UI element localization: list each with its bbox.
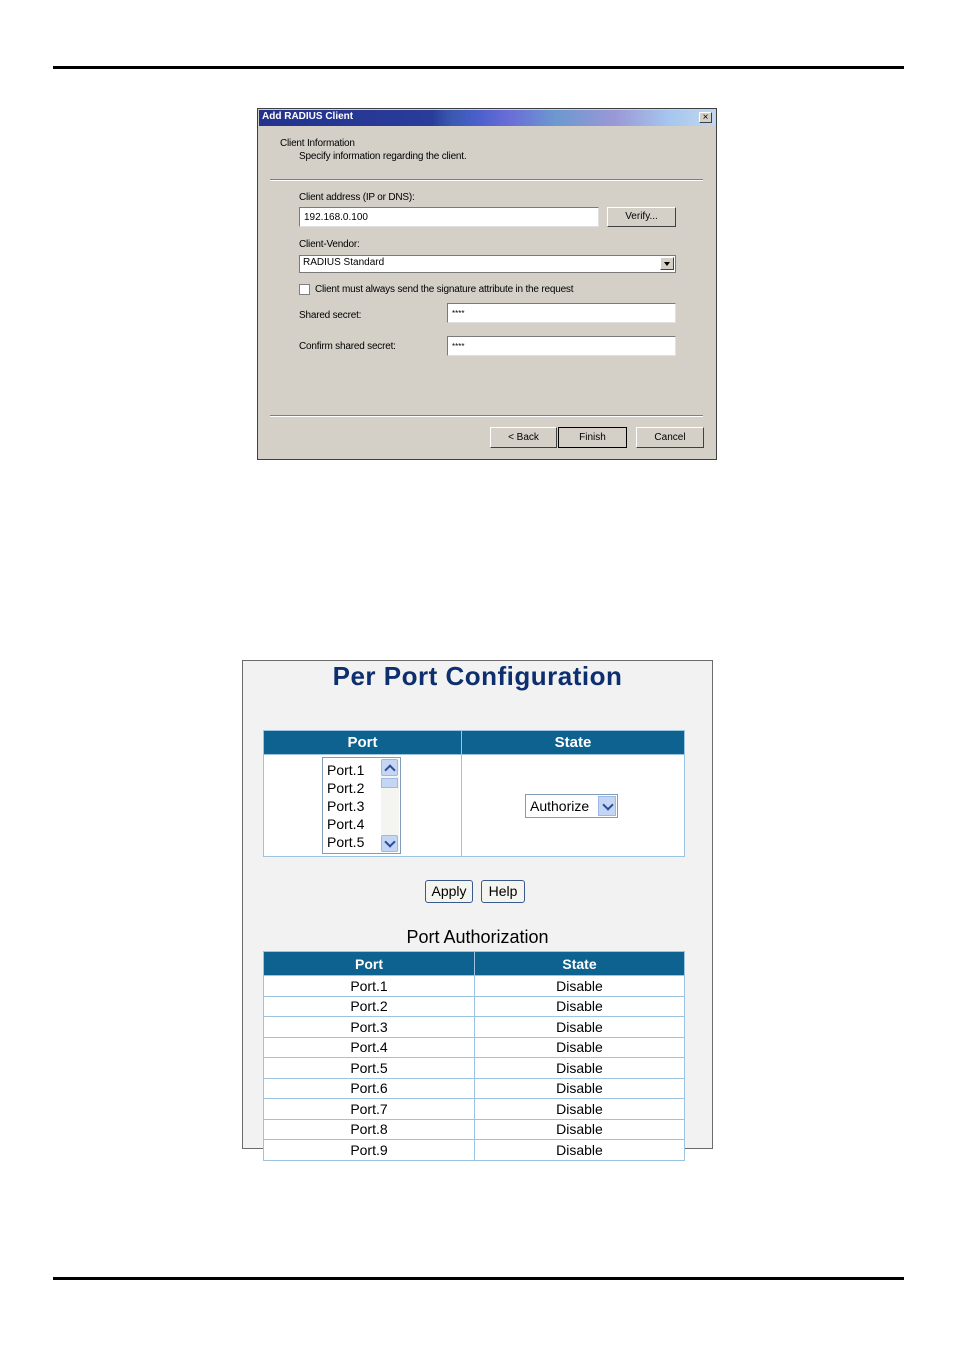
confirm-secret-input[interactable] — [447, 336, 676, 356]
auth-state-header: State — [475, 952, 685, 976]
table-row — [264, 1099, 685, 1120]
auth-state-cell: Disable — [475, 1099, 685, 1120]
auth-state-cell: Disable — [475, 1058, 685, 1079]
auth-state-cell: Disable — [475, 1017, 685, 1038]
shared-secret-label: Shared secret: — [299, 310, 362, 321]
page-title: Per Port Configuration — [332, 661, 623, 691]
scroll-thumb[interactable] — [381, 778, 398, 788]
auth-port-cell: Port.2 — [264, 996, 475, 1017]
dialog-titlebar — [259, 110, 715, 126]
port-authorization-clip — [263, 951, 685, 1158]
scroll-down-button[interactable] — [381, 835, 398, 852]
list-item[interactable]: Port.3 — [327, 798, 365, 814]
client-vendor-value: RADIUS Standard — [303, 257, 385, 268]
auth-state-cell: Disable — [475, 1119, 685, 1140]
top-rule — [53, 66, 904, 69]
list-item[interactable]: Port.4 — [327, 816, 365, 832]
state-select-arrow[interactable] — [598, 796, 616, 816]
list-item[interactable]: Port.2 — [327, 780, 365, 796]
auth-port-cell: Port.5 — [264, 1058, 475, 1079]
auth-port-cell: Port.8 — [264, 1119, 475, 1140]
add-radius-client-dialog — [257, 108, 717, 460]
section-description: Specify information regarding the client. — [299, 151, 467, 162]
close-button[interactable] — [699, 112, 712, 123]
verify-button[interactable]: Verify... — [607, 207, 676, 227]
table-row — [264, 1140, 685, 1161]
table-row — [264, 1078, 685, 1099]
table-row — [264, 976, 685, 997]
config-port-header: Port — [264, 731, 462, 755]
signature-checkbox[interactable] — [299, 284, 310, 295]
header-separator — [270, 179, 703, 181]
bottom-rule — [53, 1277, 904, 1280]
client-address-input[interactable] — [299, 207, 599, 227]
table-row — [264, 1017, 685, 1038]
auth-state-cell: Disable — [475, 976, 685, 997]
port-authorization-title: Port Authorization — [406, 927, 549, 947]
client-vendor-select[interactable] — [299, 255, 676, 273]
port-authorization-table — [263, 951, 685, 1161]
dialog-title: Add RADIUS Client — [262, 111, 354, 122]
config-state-header: State — [462, 731, 685, 755]
finish-button[interactable]: Finish — [558, 427, 627, 448]
auth-port-cell: Port.4 — [264, 1037, 475, 1058]
signature-label: Client must always send the signature attribute in the request — [315, 284, 574, 295]
table-row — [264, 996, 685, 1017]
listbox-scrollbar[interactable] — [381, 759, 399, 852]
port-listbox[interactable] — [322, 757, 401, 854]
list-item[interactable]: Port.1 — [327, 762, 365, 778]
scroll-up-button[interactable] — [381, 759, 398, 776]
auth-port-cell: Port.6 — [264, 1078, 475, 1099]
chevron-up-icon — [384, 764, 395, 775]
auth-state-cell: Disable — [475, 1140, 685, 1161]
confirm-secret-label: Confirm shared secret: — [299, 341, 396, 352]
auth-port-header: Port — [264, 952, 475, 976]
state-select[interactable] — [525, 794, 618, 818]
back-button[interactable]: < Back — [490, 427, 557, 448]
section-heading: Client Information — [280, 138, 355, 149]
auth-state-cell: Disable — [475, 996, 685, 1017]
shared-secret-input[interactable] — [447, 303, 676, 323]
auth-port-cell: Port.3 — [264, 1017, 475, 1038]
help-button[interactable]: Help — [481, 880, 525, 903]
close-icon: × — [702, 112, 709, 123]
auth-port-cell: Port.9 — [264, 1140, 475, 1161]
footer-separator — [270, 415, 703, 417]
state-select-value: Authorize — [530, 798, 590, 814]
table-row — [264, 1037, 685, 1058]
chevron-down-icon — [384, 836, 395, 847]
client-address-label: Client address (IP or DNS): — [299, 192, 415, 203]
chevron-down-icon — [602, 799, 613, 810]
auth-port-cell: Port.1 — [264, 976, 475, 997]
apply-button[interactable]: Apply — [425, 880, 473, 903]
chevron-down-icon[interactable] — [660, 257, 674, 270]
table-row — [264, 1119, 685, 1140]
auth-state-cell: Disable — [475, 1078, 685, 1099]
auth-state-cell: Disable — [475, 1037, 685, 1058]
auth-port-cell: Port.7 — [264, 1099, 475, 1120]
client-vendor-label: Client-Vendor: — [299, 239, 360, 250]
cancel-button[interactable]: Cancel — [636, 427, 704, 448]
list-item[interactable]: Port.5 — [327, 834, 365, 850]
table-row — [264, 1058, 685, 1079]
